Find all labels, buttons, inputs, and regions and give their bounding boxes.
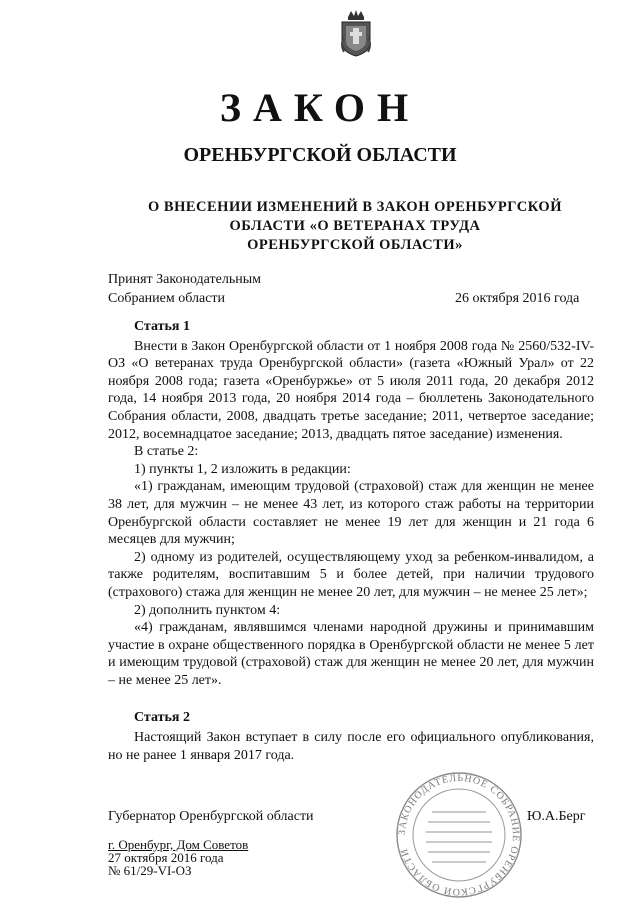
footer-place: г. Оренбург, Дом Советов <box>108 837 249 852</box>
document-body <box>108 318 594 764</box>
body-paragraph: 2) одному из родителей, осуществляющему уход за ребенком-инвалидом, а также родителям, воспитавшим 5 и более детей, при наличии трудового (страхового) стажа для женщин не менее 20 лет, для мужчин – не менее 25 лет»; <box>108 549 594 600</box>
body-paragraph: Настоящий Закон вступает в силу после его официального опубликования, но не ранее 1 января 2017 года. <box>108 730 594 763</box>
footer-number: № 61/29-VI-ОЗ <box>108 863 192 878</box>
article-heading: Статья 2 <box>134 710 190 726</box>
adopted-line: Собранием области <box>108 291 226 306</box>
seal-ring-text: ЗАКОНОДАТЕЛЬНОЕ СОБРАНИЕ ОРЕНБУРГСКОЙ ОБЛАСТИ <box>396 772 522 898</box>
document-region: ОРЕНБУРГСКОЙ ОБЛАСТИ <box>183 144 457 166</box>
adopted-by <box>108 270 261 308</box>
svg-text:ЗАКОНОДАТЕЛЬНОЕ СОБРАНИЕ ОРЕНБ <box>397 773 521 898</box>
body-paragraph: Внести в Закон Оренбургской области от 1 ноября 2008 года № 2560/532-IV-ОЗ «О ветеранах труда Оренбургской области» (газета «Южный Урал» от 22 ноября 2008 года; газета «Оренбуржье» от 5 июля 2011 года, 20 декабря 2012 года, 14 ноября 2013 года, 20 ноября 2014 года – бюллетень Законодательного Собрания области, 2008, двадцать третье заседание; 2011, четвертое заседание; 2012, восемнадцатое заседание; 2013, двадцать пятое заседание) изменения. <box>108 338 594 442</box>
subtitle-line: ОБЛАСТИ «О ВЕТЕРАНАХ ТРУДА <box>229 218 481 234</box>
document-subtitle <box>130 198 580 255</box>
subtitle-line: ОРЕНБУРГСКОЙ ОБЛАСТИ» <box>247 237 463 253</box>
document-title: ЗАКОН <box>219 85 421 130</box>
body-paragraph: 2) дополнить пунктом 4: <box>134 602 281 618</box>
governor-name: Ю.А.Берг <box>527 809 586 824</box>
coat-of-arms-icon <box>338 8 374 58</box>
governor-title: Губернатор Оренбургской области <box>108 809 314 824</box>
body-paragraph: В статье 2: <box>134 444 199 460</box>
subtitle-line: О ВНЕСЕНИИ ИЗМЕНЕНИЙ В ЗАКОН ОРЕНБУРГСКОЙ <box>148 199 562 215</box>
article-heading: Статья 1 <box>134 319 190 334</box>
official-seal <box>384 770 534 900</box>
body-paragraph: «4) гражданам, являвшимся членами народной дружины и принимавшим участие в охране общественного порядка в Оренбургской области не менее 5 лет и имеющим трудовой (страховой) стаж для женщин не менее 20 лет, для мужчин – не менее 25 лет». <box>108 620 594 688</box>
body-paragraph: 1) пункты 1, 2 изложить в редакции: <box>134 461 351 477</box>
footer-date: 27 октября 2016 года <box>108 850 224 865</box>
body-paragraph: «1) гражданам, имеющим трудовой (страховой) стаж для женщин не менее 38 лет, для мужчин – не менее 43 лет, из которого стаж работы на территории Оренбургской области составляет не менее 19 лет для женщин и 21 года 6 месяцев для мужчин; <box>108 479 594 548</box>
document-footer <box>108 838 248 877</box>
adopted-date: 26 октября 2016 года <box>455 291 580 306</box>
adopted-line: Принят Законодательным <box>108 272 261 287</box>
